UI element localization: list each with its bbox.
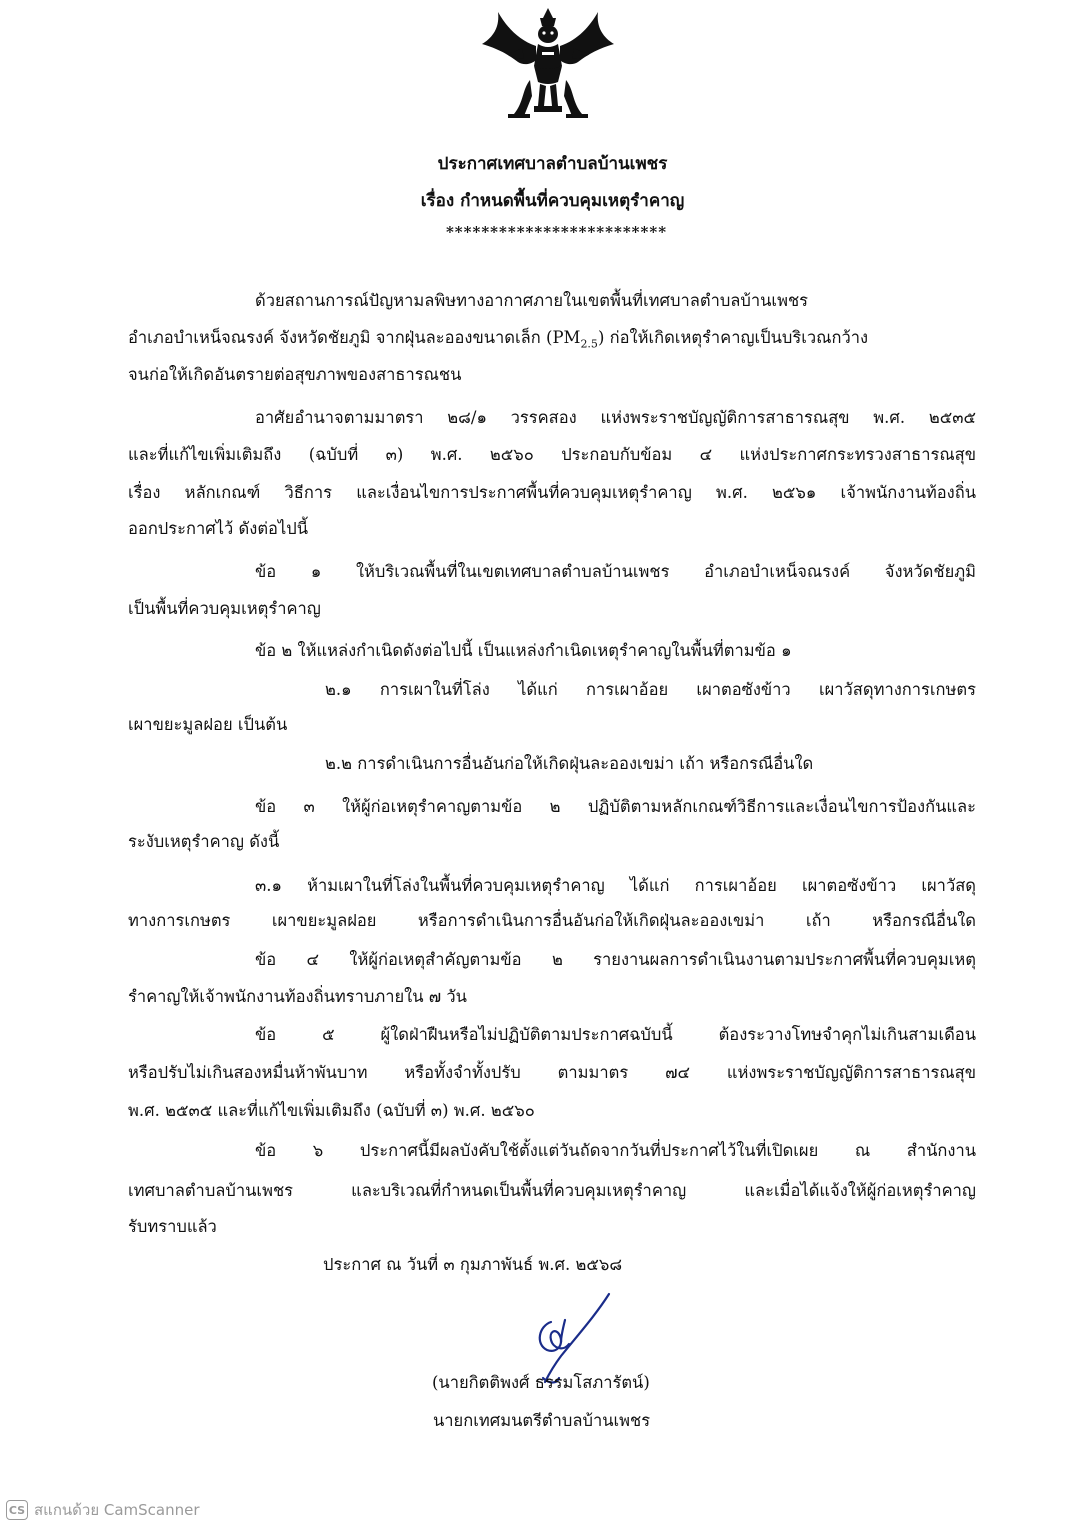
announcement-title: ประกาศเทศบาลตำบลบ้านเพชร [437,154,668,174]
clause-5-line-1: ข้อ ๕ ผู้ใดฝ่าฝืนหรือไม่ปฏิบัติตามประกาศฉบับนี้ ต้องระวางโทษจำคุกไม่เกินสามเดือน [255,1025,976,1044]
clause-6-line-1: ข้อ ๖ ประกาศนี้มีผลบังคับใช้ตั้งแต่วันถัดจากวันที่ประกาศไว้ในที่เปิดเผย ณ สำนักงาน [255,1141,976,1160]
clause-2-1-line-2: เผาขยะมูลฝอย เป็นต้น [128,715,288,734]
garuda-emblem [478,4,618,126]
camscanner-text: สแกนด้วย CamScanner [34,1501,200,1519]
intro-line-2: อำเภอบำเหน็จณรงค์ จังหวัดชัยภูมิ จากฝุ่นละอองขนาดเล็ก $(PM_{2.5})$ ก่อให้เกิดเหตุรำคาญเป็นบริเวณกว้าง [128,328,869,351]
clause-4-line-2: รำคาญให้เจ้าพนักงานท้องถิ่นทราบภายใน ๗ วัน [128,987,467,1006]
camscanner-logo-icon: CS [6,1500,28,1520]
clause-5-line-3: พ.ศ. ๒๕๓๕ และที่แก้ไขเพิ่มเติมถึง (ฉบับที่ ๓) พ.ศ. ๒๕๖๐ [128,1101,535,1120]
clause-2: ข้อ ๒ ให้แหล่งกำเนิดดังต่อไปนี้ เป็นแหล่งกำเนิดเหตุรำคาญในพื้นที่ตามข้อ ๑ [255,641,792,660]
title-separator: ************************* [445,223,668,241]
clause-3-line-1: ข้อ ๓ ให้ผู้ก่อเหตุรำคาญตามข้อ ๒ ปฏิบัติตามหลักเกณฑ์วิธีการและเงื่อนไขการป้องกันและ [255,797,976,816]
clause-2-1-line-1: ๒.๑ การเผาในที่โล่ง ได้แก่ การเผาอ้อย เผาตอซังข้าว เผาวัสดุทางการเกษตร [325,680,976,699]
signer-position: นายกเทศมนตรีตำบลบ้านเพชร [433,1411,651,1430]
clause-1-line-2: เป็นพื้นที่ควบคุมเหตุรำคาญ [128,599,321,618]
clause-4-line-1: ข้อ ๔ ให้ผู้ก่อเหตุสำคัญตามข้อ ๒ รายงานผลการดำเนินงานตามประกาศพื้นที่ควบคุมเหตุ [255,950,976,969]
clause-6-line-3: รับทราบแล้ว [128,1217,217,1236]
authority-line-2: และที่แก้ไขเพิ่มเติมถึง (ฉบับที่ ๓) พ.ศ. ๒๕๖๐ ประกอบกับข้อม ๔ แห่งประกาศกระทรวงสาธารณสุข [128,445,976,464]
camscanner-watermark [6,1498,200,1522]
clause-3-1-line-2: ทางการเกษตร เผาขยะมูลฝอย หรือการดำเนินการอื่นอันก่อให้เกิดฝุ่นละอองเขม่า เถ้า หรือกรณีอื่นใด [128,911,976,930]
clause-2-2: ๒.๒ การดำเนินการอื่นอันก่อให้เกิดฝุ่นละอองเขม่า เถ้า หรือกรณีอื่นใด [325,754,814,773]
clause-6-line-2: เทศบาลตำบลบ้านเพชร และบริเวณที่กำหนดเป็นพื้นที่ควบคุมเหตุรำคาญ และเมื่อได้แจ้งให้ผู้ก่อเหตุรำคาญ [128,1181,976,1200]
signer-name: (นายกิตติพงศ์ ธรรมโสภารัตน์) [432,1373,650,1392]
announcement-date: ประกาศ ณ วันที่ ๓ กุมภาพันธ์ พ.ศ. ๒๕๖๘ [323,1255,623,1274]
intro-line-3: จนก่อให้เกิดอันตรายต่อสุขภาพของสาธารณชน [128,365,462,384]
authority-line-4: ออกประกาศไว้ ดังต่อไปนี้ [128,519,308,538]
clause-3-line-2: ระงับเหตุรำคาญ ดังนี้ [128,832,280,851]
intro-line-1: ด้วยสถานการณ์ปัญหามลพิษทางอากาศภายในเขตพื้นที่เทศบาลตำบลบ้านเพชร [255,291,809,310]
clause-5-line-2: หรือปรับไม่เกินสองหมื่นห้าพันบาท หรือทั้งจำทั้งปรับ ตามมาตร ๗๔ แห่งพระราชบัญญัติการสาธารณสุข [128,1063,976,1082]
authority-line-3: เรื่อง หลักเกณฑ์ วิธีการ และเงื่อนไขการประกาศพื้นที่ควบคุมเหตุรำคาญ พ.ศ. ๒๕๖๑ เจ้าพนักงานท้องถิ่น [128,483,976,502]
clause-1-line-1: ข้อ ๑ ให้บริเวณพื้นที่ในเขตเทศบาลตำบลบ้านเพชร อำเภอบำเหน็จณรงค์ จังหวัดชัยภูมิ [255,562,976,581]
announcement-subject: เรื่อง กำหนดพื้นที่ควบคุมเหตุรำคาญ [420,191,685,211]
authority-line-1: อาศัยอำนาจตามมาตรา ๒๘/๑ วรรคสอง แห่งพระราชบัญญัติการสาธารณสุข พ.ศ. ๒๕๓๕ [255,408,976,427]
clause-3-1-line-1: ๓.๑ ห้ามเผาในที่โล่งในพื้นที่ควบคุมเหตุรำคาญ ได้แก่ การเผาอ้อย เผาตอซังข้าว เผาวัสดุ [255,876,976,895]
